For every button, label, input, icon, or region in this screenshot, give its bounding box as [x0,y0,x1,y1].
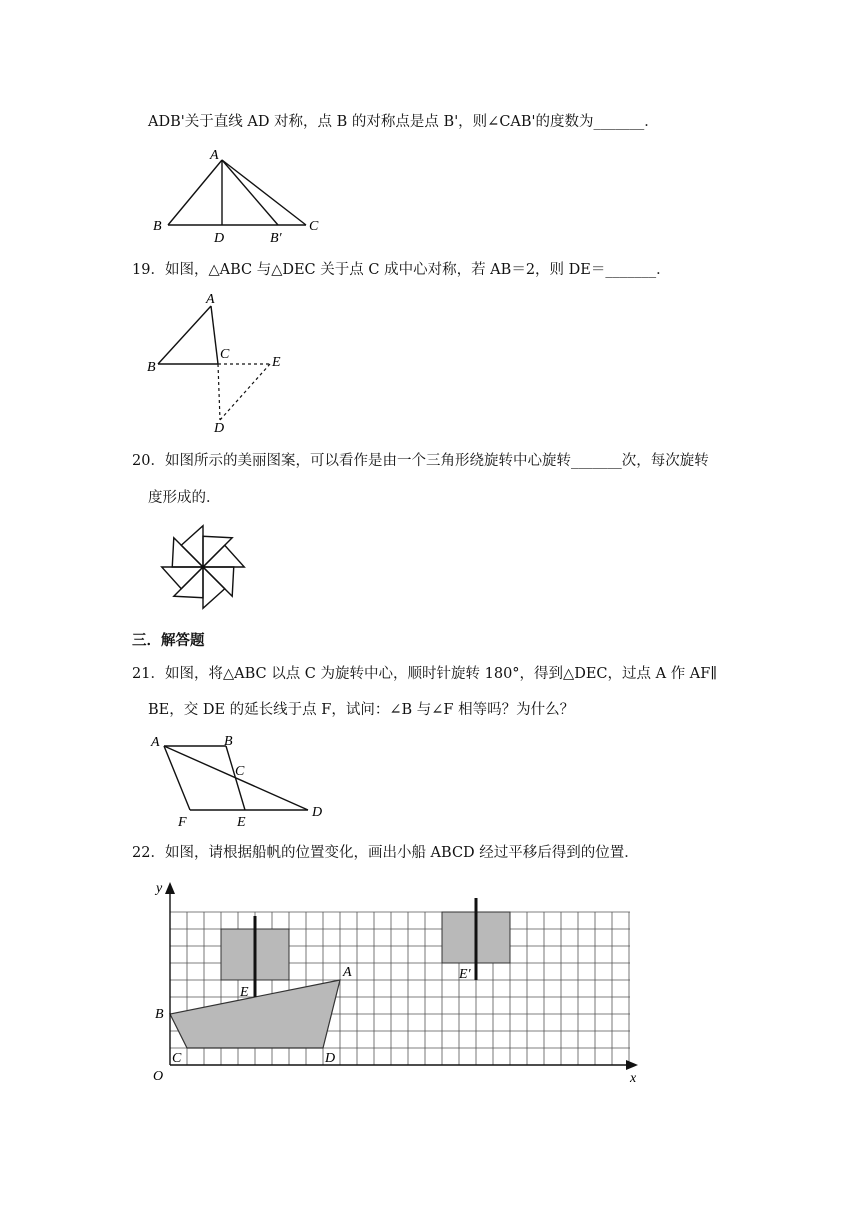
q18-label-b: B [153,219,162,234]
q20-pinwheel-figure [148,517,258,617]
q19-label-d: D [214,421,225,436]
q21-label-e: E [237,815,246,830]
q22-grid-figure [146,878,646,1088]
q19-label-c: C [220,347,230,362]
q22-label-y: y [156,881,163,896]
q21-label-c: C [235,764,245,779]
q22-label-ep: E′ [459,967,471,982]
q21-label-f: F [178,815,187,830]
q21-label-a: A [151,735,160,750]
q18-label-d: D [214,231,225,246]
q18-figure [148,142,328,246]
q19-label-b: B [147,360,156,375]
q21-label-b: B [224,734,233,749]
section-heading: 三．解答题 [132,632,205,649]
q19-figure [146,292,286,436]
q18-label-bp: B′ [270,231,282,246]
q19-label-e: E [272,355,281,370]
q20-line-2: 度形成的． [148,490,221,506]
q21-line-2: BE，交 DE 的延长线于点 F，试问：∠B 与∠F 相等吗？为什么？ [148,702,575,718]
q20-line-1: 20．如图所示的美丽图案，可以看作是由一个三角形绕旋转中心旋转_______次，每次旋转 [132,453,709,469]
q21-label-d: D [312,805,323,820]
q22-label-d: D [325,1051,336,1066]
q22-label-b: B [155,1007,164,1022]
q21-line-1: 21．如图，将△ABC 以点 C 为旋转中心，顺时针旋转 180°，得到△DEC，过点 A 作 AF∥ [132,666,718,682]
q22-label-c: C [172,1051,182,1066]
q18-label-a: A [210,148,219,163]
q22-label-x: x [630,1071,637,1086]
q22-label-a: A [343,965,352,980]
q21-figure [148,730,338,830]
q18-line: ADB'关于直线 AD 对称，点 B 的对称点是点 B'，则∠CAB'的度数为_______． [148,114,659,130]
q22-label-o: O [153,1069,164,1084]
q19-line: 19．如图，△ABC 与△DEC 关于点 C 成中心对称，若 AB＝2，则 DE＝_______． [132,262,671,278]
q22-label-e: E [240,985,249,1000]
q22-line: 22．如图，请根据船帆的位置变化，画出小船 ABCD 经过平移后得到的位置． [132,845,639,861]
q18-label-c: C [309,219,319,234]
q19-label-a: A [206,292,215,307]
